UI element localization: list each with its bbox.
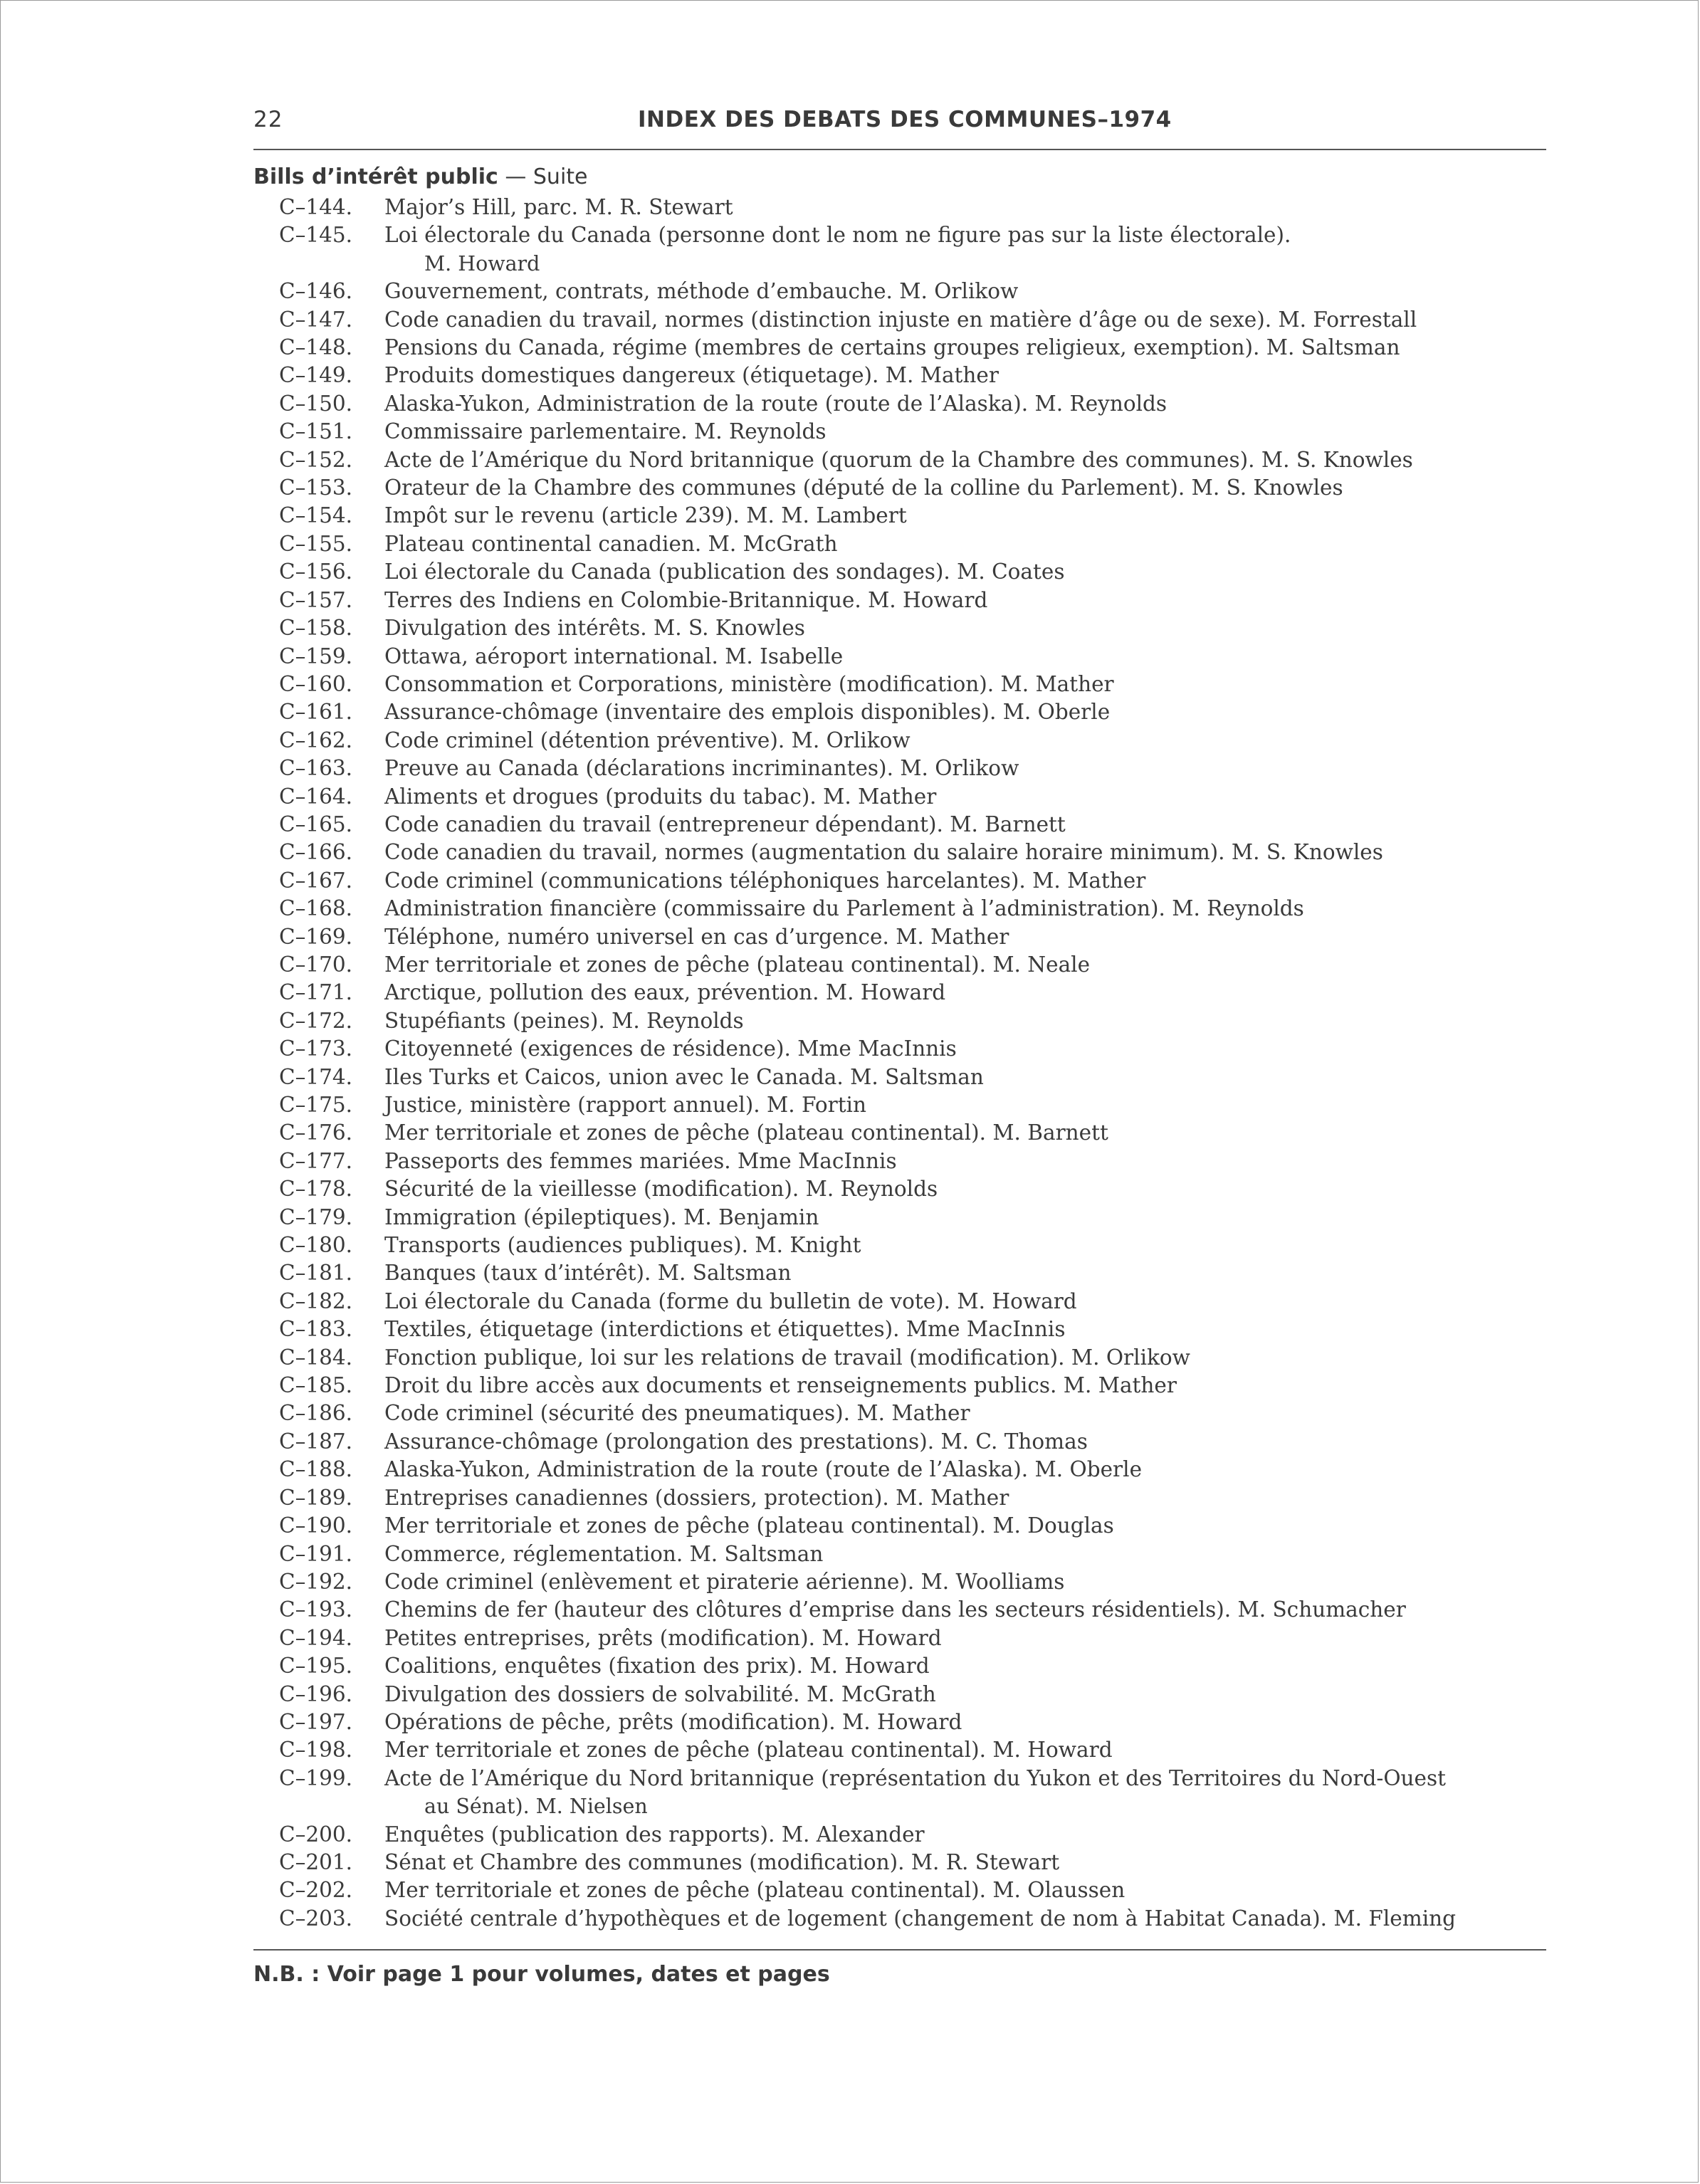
list-item	[253, 418, 1546, 446]
bill-title: Preuve au Canada (déclarations incriminantes). M. Orlikow	[384, 756, 1019, 781]
list-item	[253, 1232, 1546, 1259]
list-item	[253, 783, 1546, 811]
bill-number: C–203.	[279, 1906, 353, 1931]
bill-title: Mer territoriale et zones de pêche (plateau continental). M. Barnett	[384, 1120, 1108, 1145]
list-item	[253, 671, 1546, 698]
bill-number: C–184.	[279, 1345, 353, 1370]
bill-title: Transports (audiences publiques). M. Knight	[384, 1233, 861, 1258]
bill-title: Plateau continental canadien. M. McGrath	[384, 531, 838, 556]
bill-number: C–144.	[279, 195, 353, 219]
bill-title: Code criminel (communications téléphoniques harcelantes). M. Mather	[384, 868, 1146, 893]
list-item	[253, 1204, 1546, 1232]
list-item	[253, 587, 1546, 614]
bill-number: C–182.	[279, 1288, 353, 1313]
bill-number: C–151.	[279, 419, 353, 444]
bill-title: Major’s Hill, parc. M. R. Stewart	[384, 195, 733, 219]
list-item	[253, 1400, 1546, 1427]
list-item	[253, 1905, 1546, 1933]
bill-title: Divulgation des dossiers de solvabilité. M. McGrath	[384, 1681, 936, 1706]
bill-number: C–169.	[279, 924, 353, 949]
bill-title: Immigration (épileptiques). M. Benjamin	[384, 1204, 819, 1229]
list-item	[253, 1652, 1546, 1680]
bill-number: C–181.	[279, 1261, 353, 1286]
list-item	[253, 1540, 1546, 1568]
bill-title: Mer territoriale et zones de pêche (plateau continental). M. Douglas	[384, 1513, 1114, 1538]
bill-number: C–192.	[279, 1569, 353, 1594]
list-item	[253, 839, 1546, 866]
list-item	[253, 390, 1546, 418]
list-item	[253, 1007, 1546, 1035]
list-item	[253, 334, 1546, 362]
list-item	[253, 1596, 1546, 1624]
list-item	[253, 1708, 1546, 1736]
bill-number: C–202.	[279, 1878, 353, 1903]
list-item	[253, 1428, 1546, 1456]
list-item	[253, 558, 1546, 586]
list-item	[253, 811, 1546, 839]
bill-title: Mer territoriale et zones de pêche (plateau continental). M. Neale	[384, 952, 1091, 977]
bill-number: C–197.	[279, 1709, 353, 1734]
list-item	[253, 755, 1546, 782]
list-item	[253, 194, 1546, 221]
list-item	[253, 698, 1546, 726]
section-heading-suffix: — Suite	[498, 164, 588, 189]
list-item	[253, 1849, 1546, 1876]
bill-title: Stupéfiants (peines). M. Reynolds	[384, 1008, 744, 1033]
bill-title: Produits domestiques dangereux (étiquetage). M. Mather	[384, 363, 999, 388]
list-item	[253, 1372, 1546, 1400]
bill-number: C–188.	[279, 1457, 353, 1482]
bill-number: C–145.	[279, 223, 353, 248]
bill-number: C–168.	[279, 896, 353, 921]
list-item	[253, 1259, 1546, 1287]
bill-title: Loi électorale du Canada (publication des sondages). M. Coates	[384, 560, 1065, 584]
bill-number: C–199.	[279, 1765, 353, 1790]
list-item	[253, 474, 1546, 502]
list-item	[253, 1119, 1546, 1147]
list-item	[253, 643, 1546, 671]
bill-number: C–176.	[279, 1120, 353, 1145]
list-item	[253, 614, 1546, 642]
bill-title: Alaska-Yukon, Administration de la route (route de l’Alaska). M. Oberle	[384, 1457, 1143, 1482]
section-heading	[253, 164, 588, 189]
bill-title: Pensions du Canada, régime (membres de certains groupes religieux, exemption). M. Saltsman	[384, 335, 1400, 360]
bill-title: Impôt sur le revenu (article 239). M. M. Lambert	[384, 503, 907, 528]
bill-title: Loi électorale du Canada (personne dont le nom ne figure pas sur la liste électorale).	[384, 223, 1291, 248]
bill-title: Acte de l’Amérique du Nord britannique (représentation du Yukon et des Territoires du Nord-Ouest	[384, 1765, 1446, 1790]
bill-title: Coalitions, enquêtes (fixation des prix). M. Howard	[384, 1654, 930, 1679]
list-item	[253, 979, 1546, 1007]
list-item	[253, 1736, 1546, 1764]
section-heading-title: Bills d’intérêt public	[253, 164, 498, 189]
bill-number: C–161.	[279, 700, 353, 725]
bill-number: C–146.	[279, 279, 353, 304]
bill-number: C–159.	[279, 644, 353, 668]
bill-title: Entreprises canadiennes (dossiers, protection). M. Mather	[384, 1485, 1009, 1510]
list-item	[253, 1175, 1546, 1203]
list-item	[253, 1344, 1546, 1372]
bill-title: Enquêtes (publication des rapports). M. Alexander	[384, 1822, 925, 1847]
list-item	[253, 1512, 1546, 1540]
bill-number: C–175.	[279, 1093, 353, 1117]
bill-number: C–183.	[279, 1317, 353, 1342]
bill-title: Aliments et drogues (produits du tabac). M. Mather	[384, 784, 937, 809]
bill-title: Divulgation des intérêts. M. S. Knowles	[384, 616, 805, 641]
bill-number: C–186.	[279, 1401, 353, 1426]
bill-title: Ottawa, aéroport international. M. Isabelle	[384, 644, 844, 668]
bill-number: C–179.	[279, 1204, 353, 1229]
bill-number: C–165.	[279, 812, 353, 836]
bill-title: Opérations de pêche, prêts (modification). M. Howard	[384, 1709, 962, 1734]
bill-title: Société centrale d’hypothèques et de logement (changement de nom à Habitat Canada). M. Fleming	[384, 1906, 1457, 1931]
list-item	[253, 362, 1546, 389]
bill-number: C–189.	[279, 1485, 353, 1510]
list-item	[253, 1091, 1546, 1119]
bill-number: C–157.	[279, 587, 353, 612]
bill-number: C–167.	[279, 868, 353, 893]
bill-title: Droit du libre accès aux documents et renseignements publics. M. Mather	[384, 1373, 1177, 1398]
bill-title: Commerce, réglementation. M. Saltsman	[384, 1541, 824, 1566]
bill-number: C–166.	[279, 840, 353, 865]
page-title: INDEX DES DEBATS DES COMMUNES–1974	[638, 107, 1172, 132]
bill-number: C–149.	[279, 363, 353, 388]
bill-title-continuation: M. Howard	[424, 251, 540, 275]
list-item	[253, 278, 1546, 305]
list-item	[253, 530, 1546, 558]
bill-title: Assurance-chômage (prolongation des prestations). M. C. Thomas	[384, 1429, 1088, 1454]
bill-number: C–160.	[279, 671, 353, 696]
bill-title: Code canadien du travail (entrepreneur dépendant). M. Barnett	[384, 812, 1066, 836]
bill-title: Mer territoriale et zones de pêche (plateau continental). M. Howard	[384, 1738, 1113, 1763]
bill-number: C–185.	[279, 1373, 353, 1398]
list-item	[253, 1568, 1546, 1596]
bill-number: C–156.	[279, 560, 353, 584]
list-item	[253, 1821, 1546, 1849]
bill-number: C–150.	[279, 391, 353, 416]
list-item	[253, 1288, 1546, 1316]
list-item	[253, 1035, 1546, 1063]
bill-title: Sénat et Chambre des communes (modification). M. R. Stewart	[384, 1849, 1060, 1874]
list-item	[253, 1316, 1546, 1343]
bill-title: Terres des Indiens en Colombie-Britannique. M. Howard	[384, 587, 988, 612]
bill-title: Code criminel (enlèvement et piraterie aérienne). M. Woolliams	[384, 1569, 1065, 1594]
bill-title: Orateur de la Chambre des communes (député de la colline du Parlement). M. S. Knowles	[384, 476, 1343, 500]
bill-title: Administration financière (commissaire du Parlement à l’administration). M. Reynolds	[384, 896, 1304, 921]
bill-number: C–154.	[279, 503, 353, 528]
bill-number: C–153.	[279, 476, 353, 500]
list-item	[253, 1484, 1546, 1512]
bill-number: C–196.	[279, 1681, 353, 1706]
bill-number: C–173.	[279, 1036, 353, 1061]
bill-entries-list	[253, 194, 1546, 1933]
bill-number: C–171.	[279, 980, 353, 1005]
list-item	[253, 1456, 1546, 1484]
bill-title: Acte de l’Amérique du Nord britannique (quorum de la Chambre des communes). M. S. Knowles	[384, 447, 1413, 472]
bill-number: C–201.	[279, 1849, 353, 1874]
bill-title: Chemins de fer (hauteur des clôtures d’emprise dans les secteurs résidentiels). M. Schumacher	[384, 1597, 1406, 1622]
list-item	[253, 951, 1546, 979]
list-item	[253, 306, 1546, 334]
bill-number: C–163.	[279, 756, 353, 781]
bill-title: Gouvernement, contrats, méthode d’embauche. M. Orlikow	[384, 279, 1019, 304]
bill-number: C–187.	[279, 1429, 353, 1454]
bill-title: Citoyenneté (exigences de résidence). Mme MacInnis	[384, 1036, 957, 1061]
bill-title: Sécurité de la vieillesse (modification). M. Reynolds	[384, 1177, 938, 1202]
bill-title: Iles Turks et Caicos, union avec le Canada. M. Saltsman	[384, 1064, 984, 1089]
bill-number: C–190.	[279, 1513, 353, 1538]
bill-number: C–155.	[279, 531, 353, 556]
bill-number: C–191.	[279, 1541, 353, 1566]
bill-number: C–152.	[279, 447, 353, 472]
bill-title: Code canadien du travail, normes (augmentation du salaire horaire minimum). M. S. Knowles	[384, 840, 1383, 865]
bill-title: Téléphone, numéro universel en cas d’urgence. M. Mather	[384, 924, 1009, 949]
page-header	[253, 107, 1546, 142]
bill-title: Banques (taux d’intérêt). M. Saltsman	[384, 1261, 792, 1286]
list-item	[253, 1765, 1546, 1821]
list-item	[253, 1876, 1546, 1904]
bill-title: Code criminel (détention préventive). M. Orlikow	[384, 728, 911, 752]
bill-number: C–164.	[279, 784, 353, 809]
bill-number: C–147.	[279, 307, 353, 332]
bill-title: Commissaire parlementaire. M. Reynolds	[384, 419, 827, 444]
page-number: 22	[253, 107, 283, 132]
list-item	[253, 1624, 1546, 1652]
footer-rule	[253, 1949, 1546, 1951]
bill-number: C–172.	[279, 1008, 353, 1033]
list-item	[253, 1681, 1546, 1708]
bill-number: C–162.	[279, 728, 353, 752]
bill-number: C–177.	[279, 1148, 353, 1173]
list-item	[253, 923, 1546, 951]
list-item	[253, 1064, 1546, 1091]
list-item	[253, 502, 1546, 530]
list-item	[253, 446, 1546, 474]
bill-number: C–198.	[279, 1738, 353, 1763]
bill-title: Code canadien du travail, normes (distinction injuste en matière d’âge ou de sexe). M. Forrestall	[384, 307, 1417, 332]
bill-number: C–170.	[279, 952, 353, 977]
bill-title: Consommation et Corporations, ministère (modification). M. Mather	[384, 671, 1114, 696]
bill-number: C–174.	[279, 1064, 353, 1089]
bill-number: C–180.	[279, 1233, 353, 1258]
bill-title: Justice, ministère (rapport annuel). M. Fortin	[384, 1093, 866, 1117]
bill-title-continuation: au Sénat). M. Nielsen	[424, 1795, 648, 1819]
bill-title: Arctique, pollution des eaux, prévention. M. Howard	[384, 980, 946, 1005]
header-rule	[253, 149, 1546, 150]
list-item	[253, 867, 1546, 895]
bill-title: Code criminel (sécurité des pneumatiques). M. Mather	[384, 1401, 970, 1426]
bill-number: C–148.	[279, 335, 353, 360]
footnote: N.B. : Voir page 1 pour volumes, dates et pages	[253, 1962, 830, 1987]
bill-number: C–195.	[279, 1654, 353, 1679]
bill-number: C–200.	[279, 1822, 353, 1847]
bill-title: Textiles, étiquetage (interdictions et étiquettes). Mme MacInnis	[384, 1317, 1066, 1342]
bill-title: Alaska-Yukon, Administration de la route (route de l’Alaska). M. Reynolds	[384, 391, 1168, 416]
list-item	[253, 221, 1546, 278]
bill-number: C–178.	[279, 1177, 353, 1202]
list-item	[253, 727, 1546, 755]
bill-title: Loi électorale du Canada (forme du bulletin de vote). M. Howard	[384, 1288, 1077, 1313]
list-item	[253, 895, 1546, 923]
bill-title: Fonction publique, loi sur les relations de travail (modification). M. Orlikow	[384, 1345, 1190, 1370]
list-item	[253, 1148, 1546, 1175]
bill-title: Petites entreprises, prêts (modification). M. Howard	[384, 1625, 942, 1650]
bill-number: C–194.	[279, 1625, 353, 1650]
bill-title: Assurance-chômage (inventaire des emplois disponibles). M. Oberle	[384, 700, 1111, 725]
bill-number: C–193.	[279, 1597, 353, 1622]
bill-title: Passeports des femmes mariées. Mme MacInnis	[384, 1148, 897, 1173]
bill-number: C–158.	[279, 616, 353, 641]
bill-title: Mer territoriale et zones de pêche (plateau continental). M. Olaussen	[384, 1878, 1126, 1903]
